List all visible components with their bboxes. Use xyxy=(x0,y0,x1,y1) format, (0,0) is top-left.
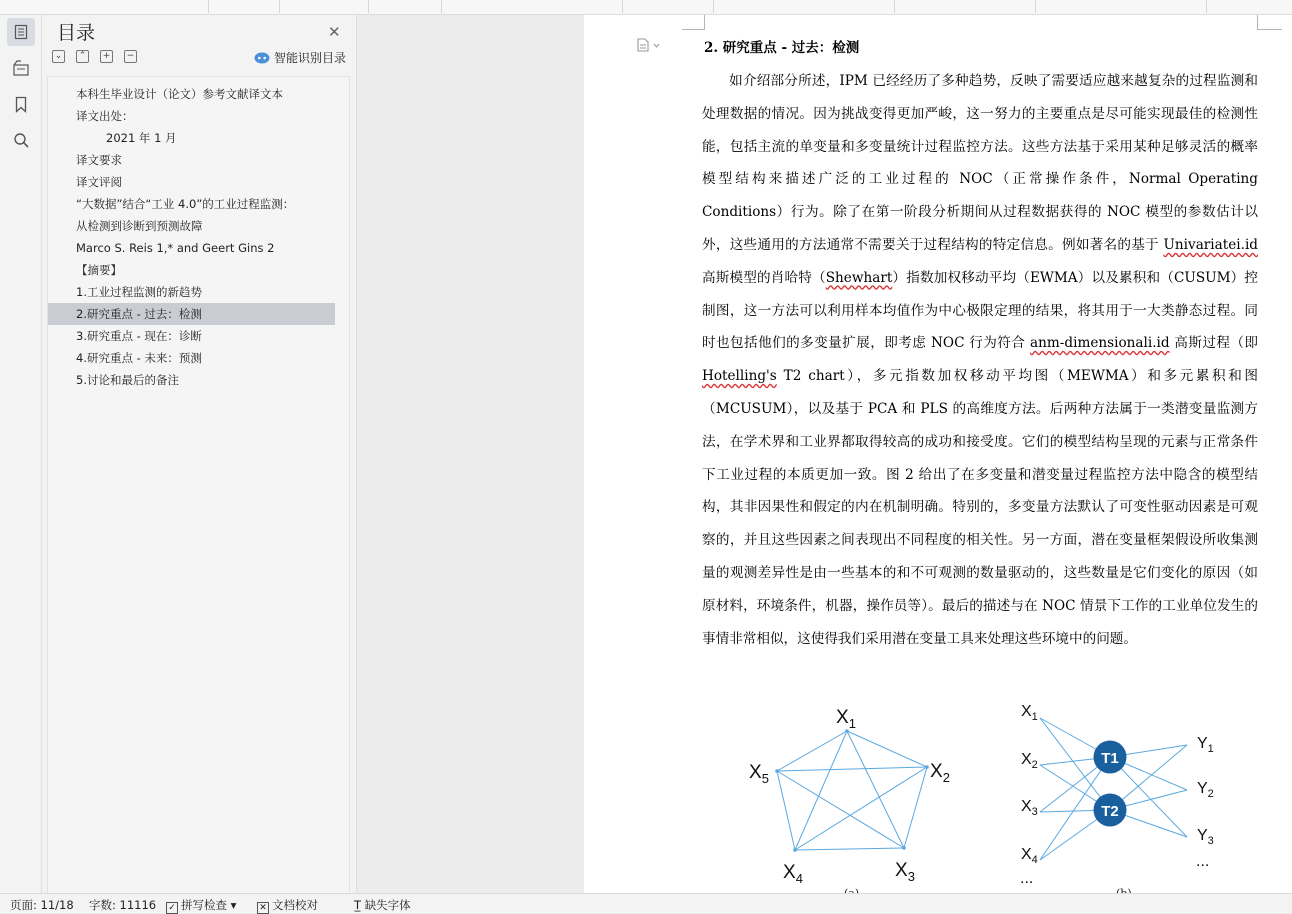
graph-a-node-x1: $X_1$ xyxy=(836,707,856,731)
crop-mark xyxy=(1257,15,1282,30)
toolbar-segment xyxy=(280,0,369,13)
body-text: 高斯模型的肖哈特（ xyxy=(702,269,826,286)
collapse-all-icon[interactable]: ⌄ xyxy=(52,50,65,63)
spelling-flagged-word[interactable]: anm-dimensionali.id xyxy=(1030,335,1170,352)
smart-toc-label: 智能识别目录 xyxy=(274,51,347,65)
toc-item[interactable]: 5.讨论和最后的备注 xyxy=(76,373,179,387)
chevron-down-icon: ▾ xyxy=(230,898,237,912)
graph-b-node-x2: $X_2$ xyxy=(1021,751,1038,771)
crop-mark xyxy=(682,15,705,30)
doc-proof-button[interactable] xyxy=(257,897,318,914)
font-icon: T̲ xyxy=(354,898,362,912)
close-icon[interactable]: ✕ xyxy=(328,23,341,41)
section-heading: 2. 研究重点 - 过去：检测 xyxy=(704,40,860,56)
toolbar-segment xyxy=(369,0,442,13)
graph-b-node-y1: $Y_1$ xyxy=(1197,735,1214,755)
toc-item[interactable]: 1.工业过程监测的新趋势 xyxy=(76,285,202,299)
toc-list xyxy=(47,76,350,894)
toc-item[interactable]: 3.研究重点 - 现在：诊断 xyxy=(76,329,202,343)
status-page[interactable]: 页面: 11/18 xyxy=(10,898,74,912)
latent-label-t2: T2 xyxy=(1101,803,1119,820)
smart-robot-icon xyxy=(254,52,270,64)
toolbar-segment xyxy=(623,0,714,13)
toc-item[interactable]: 【摘要】 xyxy=(76,263,122,277)
spell-check-label: 拼写检查 xyxy=(181,898,227,912)
spelling-flagged-word[interactable]: Shewhart xyxy=(825,269,893,286)
graph-a-node-x2: $X_2$ xyxy=(930,761,950,785)
toc-view-icon[interactable] xyxy=(7,18,35,46)
spelling-flagged-word[interactable]: Hotelling's xyxy=(702,368,777,385)
document-page[interactable] xyxy=(584,15,1292,893)
toc-panel xyxy=(42,15,357,893)
graph-b-ellipsis-x: ... xyxy=(1020,870,1034,887)
toc-item[interactable]: 4.研究重点 - 未来：预测 xyxy=(76,351,202,365)
chapter-nav-icon[interactable] xyxy=(7,54,35,82)
toc-title: 目录 xyxy=(57,22,96,44)
graph-b-node-x4: $X_4$ xyxy=(1021,846,1038,866)
graph-a-edges xyxy=(777,731,927,850)
graph-a-dots xyxy=(775,729,929,852)
body-text: T2 chart），多元指数加权移动平均图（MEWMA）和多元累积和图（MCUSUM），以及基于 PCA 和 PLS 的高维度方法。后两种方法属于一类潜变量监测方法，在学术界和工业界都取得较高的成功和接受度。它们的模型结构呈现的元素与正常条件下工业过程的本质更加一致。图 2 给出了在多变量和潜变量过程监控方法中隐含的模型结构，其非因果性和假定的内在机制明确。特别的，多变量方法默认了可变性驱动因素是可观察的，并且这些因素之间表现出不同程度的相关性。另一方面，潜在变量框架假设所收集测量的观测差异性是由一些基本的和不可观测的数量驱动的，这些数量是它们变化的原因（如原材料，环境条件，机器，操作员等）。最后的描述与在 NOC 情景下工作的工业单位发生的事情非常相似，这使得我们采用潜在变量工具来处理这些环境中的问题。 xyxy=(702,368,1258,647)
bookmark-icon[interactable] xyxy=(7,90,35,118)
graph-b-edges xyxy=(1040,718,1187,860)
graph-b-node-y3: $Y_3$ xyxy=(1197,827,1214,847)
graph-b-node-x3: $X_3$ xyxy=(1021,798,1038,818)
graph-b-node-y2: $Y_2$ xyxy=(1197,780,1214,800)
missing-font-button[interactable] xyxy=(354,897,411,913)
status-word-count[interactable]: 字数: 11116 xyxy=(89,898,157,912)
toolbar-segment xyxy=(1036,0,1207,13)
graph-a-node-x5: $X_5$ xyxy=(749,762,769,786)
toc-item[interactable]: 本科生毕业设计（论文）参考文献译文本 xyxy=(76,87,283,101)
latent-label-t1: T1 xyxy=(1101,750,1119,767)
graph-b-ellipsis-y: ... xyxy=(1196,853,1210,870)
graph-a-node-x4: $X_4$ xyxy=(783,862,803,886)
status-bar xyxy=(0,893,1292,913)
toc-item[interactable]: 译文出处： xyxy=(76,109,134,123)
smart-toc-button[interactable] xyxy=(254,49,346,66)
body-text: 高斯过程（即 xyxy=(1169,335,1258,352)
spelling-flagged-word[interactable]: Univariatei.id xyxy=(1163,236,1258,253)
toc-item[interactable]: 译文要求 xyxy=(76,153,122,167)
toc-item[interactable]: 2021 年 1 月 xyxy=(106,131,177,145)
left-icon-rail xyxy=(0,15,42,893)
checkmark-icon: ✓ xyxy=(166,902,178,914)
toolbar-segment xyxy=(895,0,1036,13)
toc-item[interactable]: 从检测到诊断到预测故障 xyxy=(76,219,203,233)
graph-a-node-x3: $X_3$ xyxy=(895,860,915,884)
expand-all-icon[interactable]: ⌃ xyxy=(76,50,89,63)
body-paragraph xyxy=(702,65,1258,655)
document-icon[interactable] xyxy=(636,37,662,56)
figure-model-structures xyxy=(724,680,1284,893)
add-heading-icon[interactable]: + xyxy=(100,50,113,63)
toc-item[interactable]: “大数据”结合“工业 4.0”的工业过程监测： xyxy=(76,197,295,211)
toolbar-segment xyxy=(209,0,280,13)
toc-item-selected[interactable]: 2.研究重点 - 过去：检测 xyxy=(48,303,335,325)
search-icon[interactable] xyxy=(7,126,35,154)
toolbar-segment xyxy=(442,0,623,13)
toc-item[interactable]: 译文评阅 xyxy=(76,175,122,189)
graph-b-node-x1: $X_1$ xyxy=(1021,703,1038,723)
toolbar-segment xyxy=(0,0,209,13)
toc-item[interactable]: Marco S. Reis 1,* and Geert Gins 2 xyxy=(76,241,275,255)
body-text: 如介绍部分所述，IPM 已经经历了多种趋势，反映了需要适应越来越复杂的过程监测和处理数据的情况。因为挑战变得更加严峻，这一努力的主要重点是尽可能实现最佳的检测性能，包括主流的单变量和多变量统计过程监控方法。这些方法基于采用某种足够灵活的概率模型结构来描述广泛的工业过程的 NOC（正常操作条件，Normal Operating Conditions）行为。除了在第一阶段分析期间从过程数据获得的 NOC 模型的参数估计以外，这些通用的方法通常不需要关于过程结构的特定信息。例如著名的基于 xyxy=(702,73,1258,253)
body-text: ）指数加权移动平均（EWMA）以及累积和（CUSUM）控制图，这一方法可以利用样本均值作为中心极限定理的结果，将其用于一大类静态过程。同时也包括他们的多变量扩展，即考虑 NOC 行为符合 xyxy=(702,269,1258,352)
proof-icon: ✕ xyxy=(257,902,269,914)
spell-check-toggle[interactable] xyxy=(166,897,236,914)
canvas-gap xyxy=(357,15,583,893)
missing-font-label: 缺失字体 xyxy=(364,898,411,912)
top-toolbar-strip xyxy=(0,0,1292,15)
remove-heading-icon[interactable]: − xyxy=(124,50,137,63)
toolbar-segment xyxy=(714,0,895,13)
doc-proof-label: 文档校对 xyxy=(272,898,318,912)
